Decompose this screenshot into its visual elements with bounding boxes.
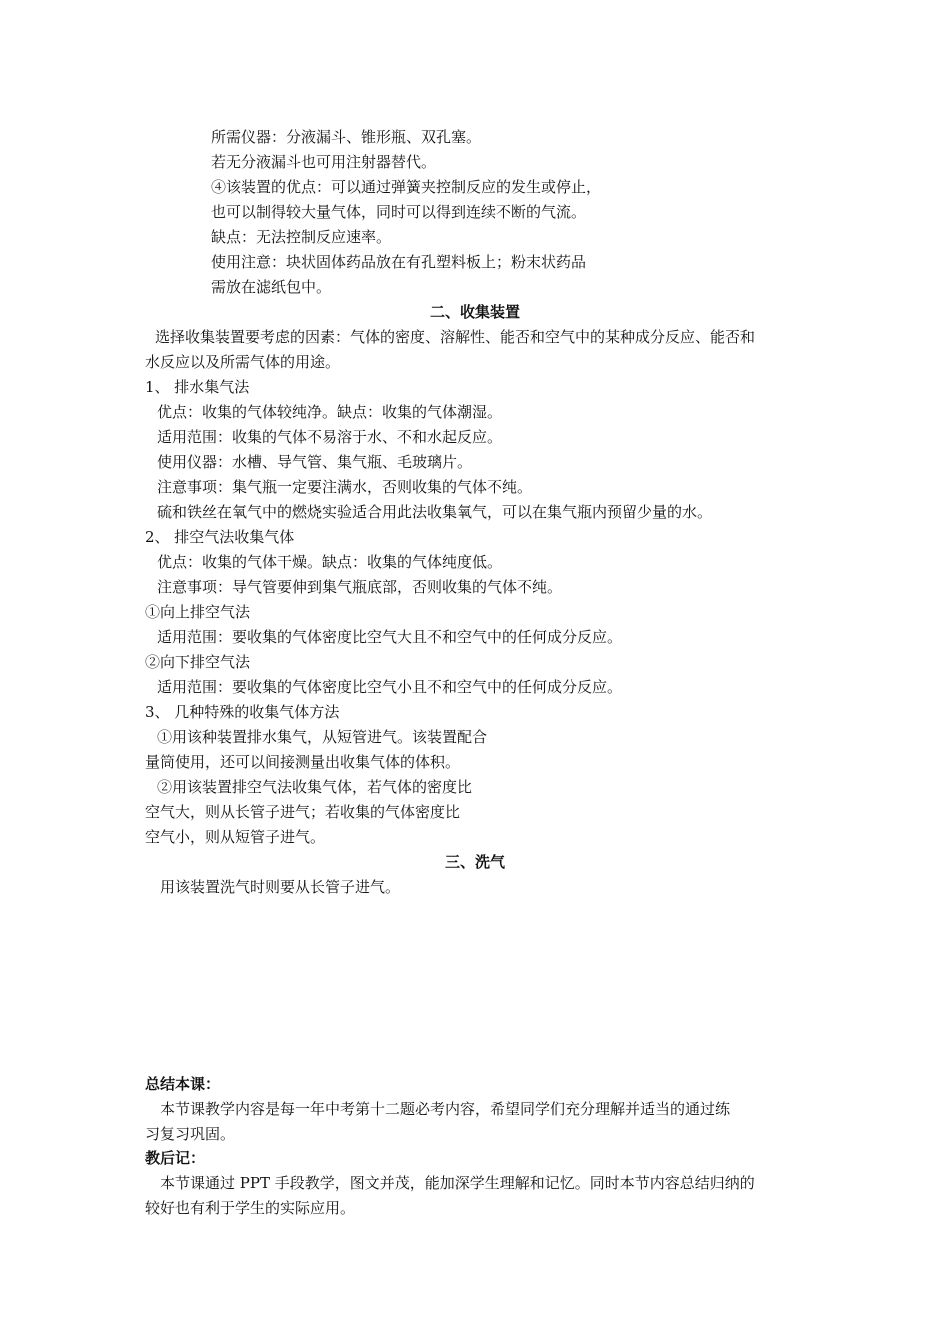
text-line: 适用范围：要收集的气体密度比空气小且不和空气中的任何成分反应。: [157, 678, 623, 696]
text-line: 优点：收集的气体干燥。缺点：收集的气体纯度低。: [157, 553, 503, 571]
text-line: ①用该种装置排水集气，从短管进气。该装置配合: [157, 728, 488, 746]
text-line: 量筒使用，还可以间接测量出收集气体的体积。: [145, 753, 461, 771]
text-line: 缺点：无法控制反应速率。: [211, 228, 392, 246]
text-line: 空气小，则从短管子进气。: [145, 828, 326, 846]
text-line: 若无分液漏斗也可用注射器替代。: [211, 153, 437, 171]
text-line: 注意事项：导气管要伸到集气瓶底部，否则收集的气体不纯。: [157, 578, 563, 596]
text-line: 注意事项：集气瓶一定要注满水，否则收集的气体不纯。: [157, 478, 533, 496]
method-title: 2、 排空气法收集气体: [145, 528, 295, 546]
text-line: 较好也有利于学生的实际应用。: [145, 1199, 356, 1217]
text-line: 适用范围：收集的气体不易溶于水、不和水起反应。: [157, 428, 503, 446]
text-line: 也可以制得较大量气体，同时可以得到连续不断的气流。: [211, 203, 587, 221]
text-line: 优点：收集的气体较纯净。缺点：收集的气体潮湿。: [157, 403, 503, 421]
method-title: 3、 几种特殊的收集气体方法: [145, 703, 340, 721]
text-line: 使用仪器：水槽、导气管、集气瓶、毛玻璃片。: [157, 453, 473, 471]
text-line: 需放在滤纸包中。: [211, 278, 332, 296]
text-line: 空气大，则从长管子进气；若收集的气体密度比: [145, 803, 461, 821]
method-title: 1、 排水集气法: [145, 378, 250, 396]
text-line: 适用范围：要收集的气体密度比空气大且不和空气中的任何成分反应。: [157, 628, 623, 646]
sub-method-title: ②向下排空气法: [145, 653, 251, 671]
text-line: 水反应以及所需气体的用途。: [145, 353, 341, 371]
section-heading-collection: 二、收集装置: [429, 303, 520, 321]
text-line: 用该装置洗气时则要从长管子进气。: [160, 878, 401, 896]
text-line: 所需仪器：分液漏斗、锥形瓶、双孔塞。: [211, 128, 482, 146]
text-line: 本节课通过 PPT 手段教学，图文并茂，能加深学生理解和记忆。同时本节内容总结归纳的: [160, 1174, 755, 1192]
text-line: 本节课教学内容是每一年中考第十二题必考内容，希望同学们充分理解并适当的通过练: [160, 1100, 731, 1118]
section-heading-gas-washing: 三、洗气: [444, 853, 505, 871]
text-line: ④该装置的优点：可以通过弹簧夹控制反应的发生或停止，: [211, 178, 602, 196]
text-line: 习复习巩固。: [145, 1125, 236, 1143]
text-line: ②用该装置排空气法收集气体，若气体的密度比: [157, 778, 473, 796]
afterword-title: 教后记：: [145, 1149, 206, 1167]
text-line: 选择收集装置要考虑的因素：气体的密度、溶解性、能否和空气中的某种成分反应、能否和: [155, 328, 756, 346]
text-line: 硫和铁丝在氧气中的燃烧实验适合用此法收集氧气，可以在集气瓶内预留少量的水。: [157, 503, 713, 521]
text-line: 使用注意：块状固体药品放在有孔塑料板上；粉末状药品: [211, 253, 587, 271]
sub-method-title: ①向上排空气法: [145, 603, 251, 621]
summary-title: 总结本课：: [145, 1075, 221, 1093]
